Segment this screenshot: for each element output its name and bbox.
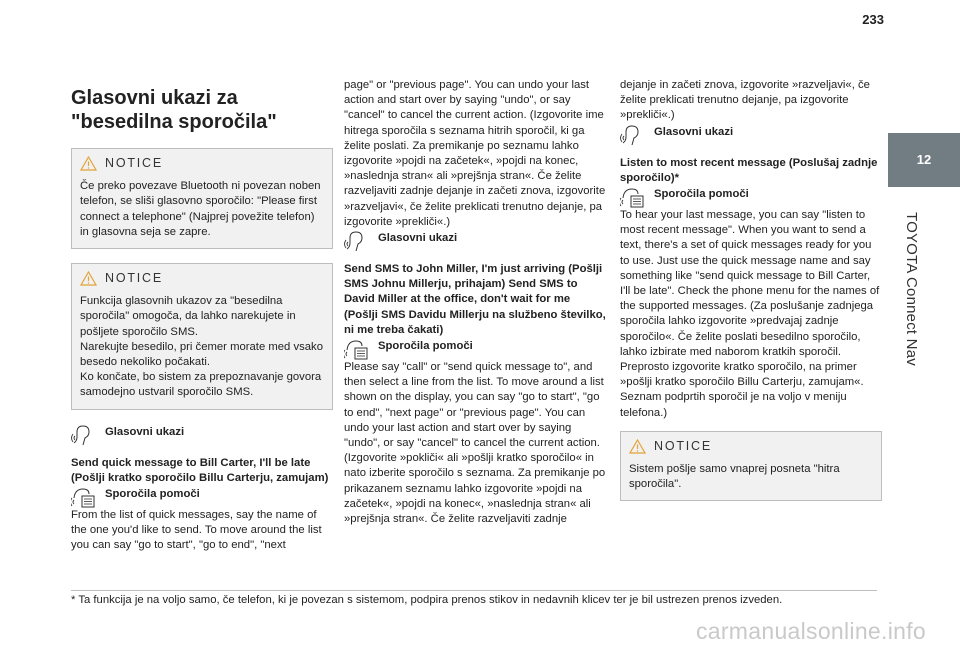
voice-command-icon <box>344 230 372 252</box>
footnote: * Ta funkcija je na voljo samo, če telefon, ki je povezan s sistemom, podpira prenos stikov in nedavnih klicev ter je bil ustrezen prenos izveden. <box>71 594 783 606</box>
voice-command-row <box>620 124 882 146</box>
voice-command-icon <box>71 424 99 446</box>
help-message-row <box>344 338 606 360</box>
help-message-row <box>71 486 333 508</box>
chapter-tab: 12 <box>888 133 960 187</box>
voice-command-text: Listen to most recent message (Poslušaj zadnje sporočilo)* <box>620 156 878 184</box>
voice-command-icon <box>620 124 648 146</box>
voice-command-label: Glasovni ukazi <box>378 232 458 245</box>
help-message-text: Please say "call" or "send quick message to", and then select a line from the list. To move around a list shown on the display, you can say "go to start", "go to end", "next page" or "previous page". You can undo your last action and start over by saying "undo", or say "cancel" to cancel the current action. (Izgovorite »pokliči« ali »pošlji kratko sporočilo« in nato izberite sporočilo s seznama. Za premikanje po prikazanem seznamu lahko izgovorite »pojdi na začetek«, »pojdi na konec«, »naslednja stran« ali »prejšnja stran«. Če želite razveljaviti zadnje <box>344 361 606 526</box>
help-message-label: Sporočila pomoči <box>105 488 200 501</box>
help-message-icon <box>71 486 99 508</box>
voice-command-label: Glasovni ukazi <box>654 125 734 138</box>
notice-text: Funkcija glasovnih ukazov za "besedilna sporočila" omogoča, da lahko narekujete in pošljete sporočilo SMS. <box>80 295 296 338</box>
voice-command-text: Send SMS to John Miller, I'm just arriving (Pošlji SMS Johnu Millerju, prihajam) Send SMS to David Miller at the office, don't wait for me (Pošlji SMS Davidu Millerju na službeno številko, ni me treba čakati) <box>344 263 606 336</box>
voice-command-row <box>344 230 606 252</box>
notice-box <box>620 431 882 502</box>
notice-text: Če preko povezave Bluetooth ni povezan noben telefon, se sliši glasovno sporočilo: "Please first connect a telephone" (Najprej povežite telefon) in glasovna seja se zapre. <box>80 180 321 238</box>
column-3 <box>620 78 882 515</box>
warning-icon <box>80 271 97 286</box>
notice-text: Ko končate, bo sistem za prepoznavanje govora samodejno ustvaril sporočilo SMS. <box>80 371 322 399</box>
help-message-row <box>620 186 882 208</box>
watermark: carmanualsonline.info <box>695 618 926 644</box>
help-message-icon <box>620 186 648 208</box>
notice-box <box>71 148 333 249</box>
footnote-divider <box>71 590 877 591</box>
help-message-label: Sporočila pomoči <box>654 188 749 201</box>
voice-command-row <box>71 424 333 446</box>
notice-title: NOTICE <box>105 271 164 286</box>
chapter-title: TOYOTA Connect Nav <box>903 212 920 366</box>
help-message-label: Sporočila pomoči <box>378 340 473 353</box>
page-number: 233 <box>862 12 884 27</box>
continued-text: page" or "previous page". You can undo your last action and start over by saying "undo", or say "cancel" to cancel the current action. (Izgovorite ime hitrega sporočila s seznama hitrih sporočil, ki ga želite poslati. Za premikanje po seznamu lahko izgovorite »pojdi na začetek«, »pojdi na konec, »naslednja stran« ali »prejšnja stran«. Če želite razveljaviti zadnje dejanje in začeti znova, izgovorite »razveljavi«, če želite preklicati trenutno dejanje, pa izgovorite »prekliči«.) <box>344 79 606 228</box>
notice-box <box>71 263 333 410</box>
notice-title: NOTICE <box>654 438 713 453</box>
warning-icon <box>629 439 646 454</box>
help-message-text: From the list of quick messages, say the name of the one you'd like to send. To move around the list you can say "go to start", "go to end", "next <box>71 509 322 552</box>
continued-text: dejanje in začeti znova, izgovorite »razveljavi«, če želite preklicati trenutno dejanje, pa izgovorite »prekliči«.) <box>620 79 870 122</box>
notice-text: Sistem pošlje samo vnaprej posneta "hitra sporočila". <box>629 463 840 491</box>
help-message-icon <box>344 338 372 360</box>
notice-title: NOTICE <box>105 156 164 170</box>
warning-icon <box>80 156 97 171</box>
notice-text: Narekujte besedilo, pri čemer morate med vsako besedo nekoliko počakati. <box>80 340 323 369</box>
voice-command-label: Glasovni ukazi <box>105 425 185 438</box>
voice-command-text: Send quick message to Bill Carter, I'll be late (Pošlji kratko sporočilo Billu Carterju, zamujam) <box>71 456 329 484</box>
help-message-text: To hear your last message, you can say "listen to most recent message". When you want to send a text, there's a set of quick messages ready for you to use. Just use the quick message name and say something like "send quick message to Bill Carter, I'll be late". Check the phone menu for the names of the supported messages. (Za poslušanje zadnjega sporočila lahko izgovorite »predvajaj zadnje sporočilo«. Če želite poslati besedilno sporočilo, lahko izbirate med naborom kratkih sporočil. Preprosto izgovorite kratko sporočilo, na primer »pošlji kratko sporočilo Billu Carterju, zamujam«. Seznam podprtih sporočil je na voljo v meniju telefona.) <box>620 209 880 419</box>
column-1 <box>71 86 333 554</box>
column-2 <box>344 78 606 527</box>
section-heading: Glasovni ukazi za "besedilna sporočila" <box>71 87 277 133</box>
